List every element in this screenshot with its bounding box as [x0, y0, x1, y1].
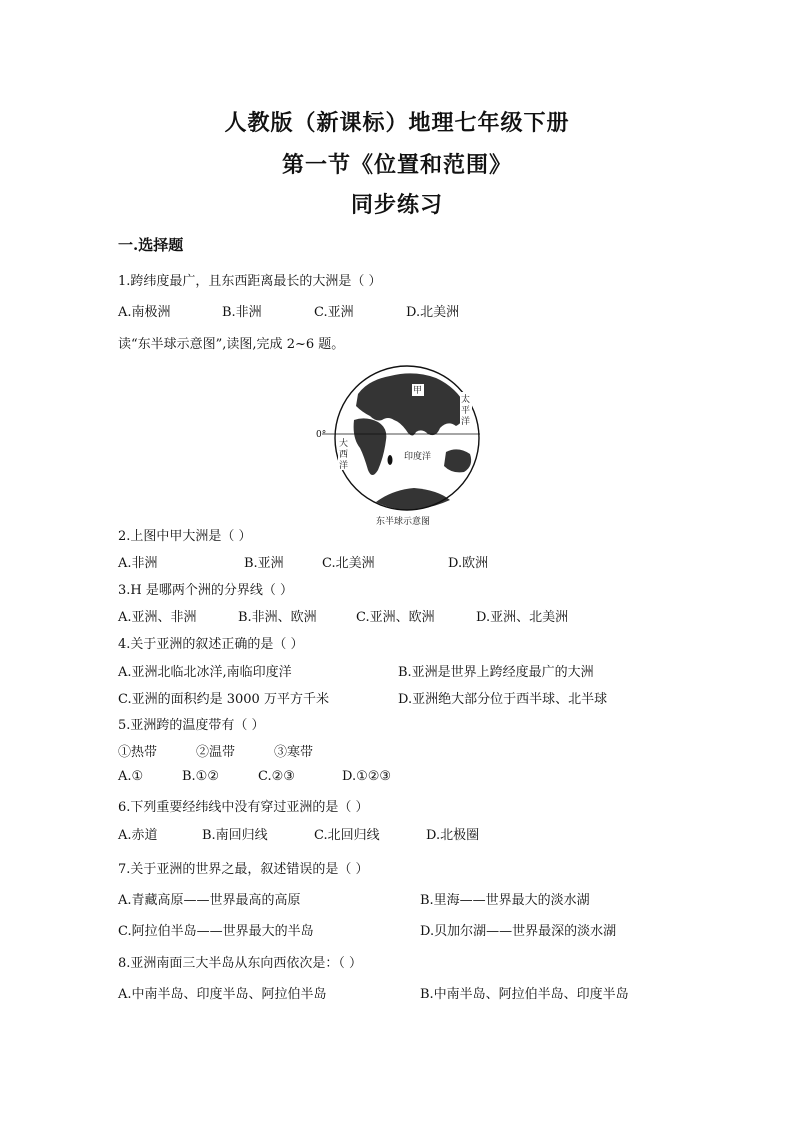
q8-option-b: B.中南半岛、阿拉伯半岛、印度半岛: [420, 987, 629, 1002]
q4-option-d: D.亚洲绝大部分位于西半球、北半球: [398, 692, 608, 707]
q5-option-a: A.①: [118, 769, 144, 784]
document-title-line1: 人教版（新课标）地理七年级下册: [224, 110, 570, 136]
q2-option-c: C.北美洲: [322, 556, 375, 571]
q1-option-c: C.亚洲: [314, 305, 354, 320]
map-label-pacific-3: 洋: [461, 417, 471, 427]
question-7-stem: 7.关于亚洲的世界之最，叙述错误的是（ ）: [118, 862, 369, 877]
question-5-stem: 5.亚洲跨的温度带有（ ）: [118, 718, 265, 733]
q6-option-a: A.赤道: [118, 828, 158, 843]
q7-option-b: B.里海——世界最大的淡水湖: [420, 893, 590, 908]
q2-option-a: A.非洲: [118, 556, 158, 571]
question-8-stem: 8.亚洲南面三大半岛从东向西依次是：（ ）: [118, 956, 363, 971]
question-6-stem: 6.下列重要经纬线中没有穿过亚洲的是（ ）: [118, 800, 369, 815]
q7-option-d: D.贝加尔湖——世界最深的淡水湖: [420, 924, 617, 939]
eastern-hemisphere-map: [318, 362, 488, 528]
map-label-atlantic-2: 西: [339, 450, 349, 460]
q4-option-b: B.亚洲是世界上跨经度最广的大洲: [398, 665, 594, 680]
q1-option-d: D.北美洲: [406, 305, 460, 320]
q3-option-c: C.亚洲、欧洲: [356, 610, 435, 625]
q4-option-c: C.亚洲的面积约是 3000 万平方千米: [118, 692, 329, 707]
question-3-stem: 3.H 是哪两个洲的分界线（ ）: [118, 583, 294, 598]
q5-item-1: ①热带: [118, 745, 158, 760]
map-label-indian-ocean: 印度洋: [404, 452, 432, 462]
q5-item-3: ③寒带: [274, 745, 314, 760]
map-label-pacific-1: 太: [461, 395, 471, 405]
map-label-pacific-2: 平: [461, 406, 471, 416]
madagascar-shape: [388, 455, 393, 465]
q8-option-a: A.中南半岛、印度半岛、阿拉伯半岛: [118, 987, 327, 1002]
map-instruction: 读“东半球示意图”,读图,完成 2~6 题。: [118, 337, 345, 352]
q1-option-b: B.非洲: [222, 305, 262, 320]
q3-option-d: D.亚洲、北美洲: [476, 610, 569, 625]
q6-option-c: C.北回归线: [314, 828, 380, 843]
question-4-stem: 4.关于亚洲的叙述正确的是（ ）: [118, 637, 304, 652]
q3-option-a: A.亚洲、非洲: [118, 610, 197, 625]
q5-option-d: D.①②③: [342, 769, 392, 784]
map-caption: 东半球示意图: [375, 517, 430, 527]
q2-option-d: D.欧洲: [448, 556, 489, 571]
q7-option-a: A.青藏高原——世界最高的高原: [118, 893, 301, 908]
q6-option-b: B.南回归线: [202, 828, 268, 843]
document-title-line2: 第一节《位置和范围》: [281, 152, 512, 178]
map-label-atlantic-1: 大: [339, 439, 349, 449]
map-label-jia: 甲: [413, 386, 423, 396]
australia-shape: [444, 449, 471, 472]
section-heading-choice: 一.选择题: [118, 236, 184, 254]
q1-option-a: A.南极洲: [118, 305, 171, 320]
q3-option-b: B.非洲、欧洲: [238, 610, 317, 625]
map-label-atlantic-3: 洋: [339, 461, 349, 471]
q7-option-c: C.阿拉伯半岛——世界最大的半岛: [118, 924, 314, 939]
document-title-line3: 同步练习: [350, 192, 443, 218]
q5-option-c: C.②③: [258, 769, 295, 784]
map-graphic: [318, 362, 488, 514]
map-label-zero-degree: 0°: [316, 430, 327, 440]
q2-option-b: B.亚洲: [244, 556, 284, 571]
q5-item-2: ②温带: [196, 745, 236, 760]
q4-option-a: A.亚洲北临北冰洋,南临印度洋: [118, 665, 292, 680]
question-2-stem: 2.上图中甲大洲是（ ）: [118, 529, 252, 544]
q6-option-d: D.北极圈: [426, 828, 480, 843]
question-1-stem: 1.跨纬度最广，且东西距离最长的大洲是（ ）: [118, 274, 382, 289]
q5-option-b: B.①②: [182, 769, 219, 784]
